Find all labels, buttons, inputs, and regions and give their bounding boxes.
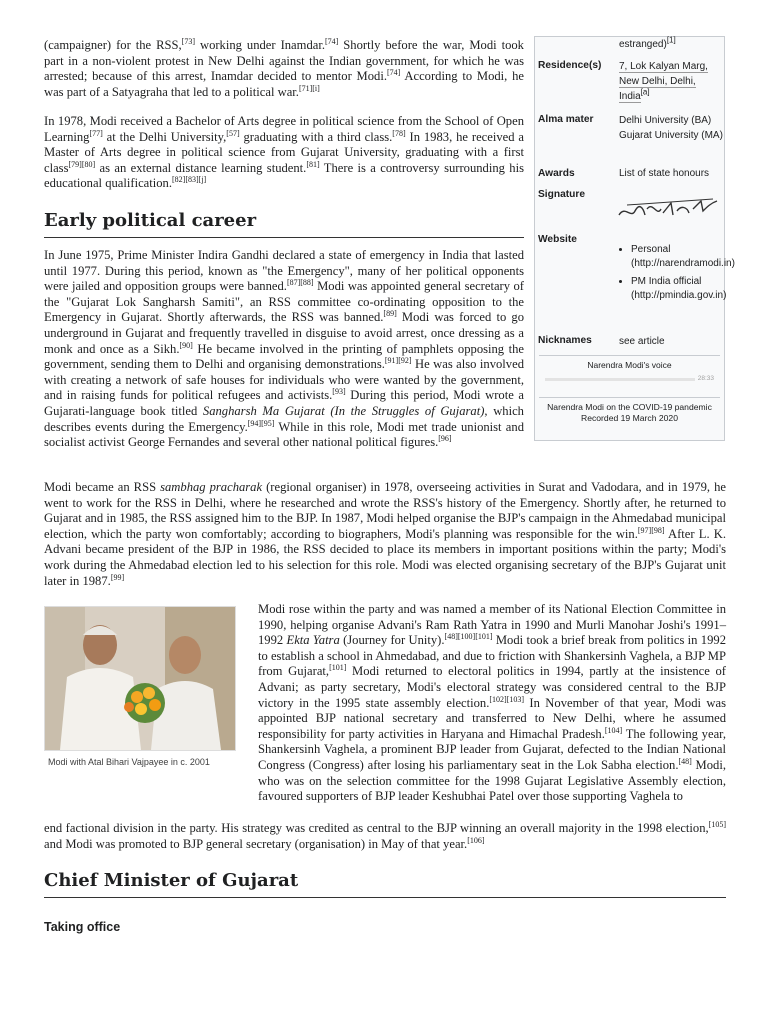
- text: , which describes events during the Emergency.: [44, 403, 524, 434]
- text: end factional division in the party. His strategy was credited as central to the BJP winning an overall majority in the 1998 election,: [44, 821, 709, 835]
- citation[interactable]: [48]: [678, 756, 692, 766]
- citation[interactable]: [1]: [666, 35, 676, 45]
- infobox-row-spouse: [535, 35, 724, 54]
- alma-mater-link-2[interactable]: Gujarat University (MA): [619, 130, 723, 141]
- audio-progress-bar[interactable]: [545, 378, 695, 381]
- text: In June 1975, Prime Minister Indira Gandhi declared a state of emergency in India that lasted until 1977. During this period, known as "the Emergency", many of her political opponents were jailed and opposition groups were banned.: [44, 248, 524, 294]
- residence-label: Residence(s): [538, 60, 602, 71]
- citation[interactable]: [57]: [226, 128, 240, 138]
- citation[interactable]: [74]: [386, 68, 401, 77]
- text: While in this role, Modi met trade unionist and socialist activist George Fernandes and several other national political figures.: [44, 419, 524, 450]
- text: (Journey for Unity).: [339, 633, 445, 648]
- term: sambhag pracharak: [160, 480, 263, 494]
- citation[interactable]: [94][95]: [247, 418, 275, 428]
- book-title: Sangharsh Ma Gujarat (In the Struggles of Gujarat): [202, 403, 485, 418]
- infobox-row-signature: [535, 187, 724, 229]
- signature-label: Signature: [538, 189, 585, 200]
- citation[interactable]: [101]: [329, 663, 347, 673]
- citation[interactable]: [99]: [110, 572, 125, 582]
- infobox-row-awards: [535, 167, 724, 183]
- infobox-row-alma-mater: [535, 111, 724, 161]
- figure-caption: Modi with Atal Bihari Vajpayee in c. 2001: [48, 757, 210, 767]
- subsection-heading-taking-office: Taking office: [44, 920, 121, 934]
- paragraph-emergency: [44, 248, 524, 451]
- text: The following year, Shankersinh Vaghela, a prominent BJP leader from Gujarat, defected to the Indian National Congress (Congress) after losing his parliamentary seat in the Lok Sabha election.: [258, 726, 726, 772]
- alma-mater-label: Alma mater: [538, 114, 594, 125]
- text: (regional organiser) in 1978, overseeing activities in Surat and Vadodara, and in 1979, he went to work for the RSS in Delhi, where he researched and wrote the RSS's history of the Emergency. Shortly after, he returned to Gujarat and in 1985, the RSS assigned him to the BJP. In 1987, Modi helped organise the BJP's campaign in the Ahmedabad municipal election, which the party won comfortably; according to biographers, Modi's planning was responsible for the win.: [44, 480, 726, 541]
- infobox: [534, 35, 735, 441]
- paragraph-education: [44, 114, 524, 192]
- citation[interactable]: [96]: [438, 433, 452, 443]
- text: Modi returned to electoral politics in 1994, partly at the insistence of Advani; as party secretary, Modi's electoral strategy was considered central to the BJP victory in the 1995 state assembly election.: [258, 664, 726, 710]
- photo-modi-vajpayee[interactable]: [44, 606, 236, 751]
- citation[interactable]: [74]: [324, 36, 339, 46]
- citation[interactable]: [106]: [467, 835, 485, 845]
- residence-link[interactable]: 7, Lok Kalyan Marg, New Delhi, Delhi, India: [619, 61, 708, 102]
- spouse-value-tail: estranged): [619, 39, 667, 50]
- infobox-row-nicknames: [535, 335, 724, 351]
- text: Modi rose within the party and was named a member of its National Election Committee in 1990, helping organise Advani's Ram Rath Yatra in 1990 and Murli Manohar Joshi's 1991–1992: [258, 602, 726, 648]
- audio-caption: [539, 397, 720, 424]
- text: working under Inamdar.: [195, 38, 325, 52]
- website-link-personal[interactable]: • Personal (http://narendramodi.in): [631, 243, 723, 271]
- text: There is a controversy surrounding his educational qualification.: [44, 160, 524, 191]
- paragraph-general-secretary: [44, 821, 726, 852]
- text: Shortly before the war, Modi took part in a non-violent protest in New Delhi against the Indian government, for which he was arrested; because of this arrest, Inamdar decided to mentor Modi.: [44, 38, 524, 84]
- citation[interactable]: [97][98]: [637, 525, 665, 535]
- audio-player: [539, 355, 720, 396]
- text: graduating with a third class.: [239, 129, 393, 144]
- infobox-row-residence: [535, 57, 724, 107]
- citation[interactable]: [87][88]: [286, 278, 314, 287]
- awards-label: Awards: [538, 168, 575, 179]
- text: During this period, Modi wrote a Gujarati-language book titled: [44, 388, 525, 418]
- citation[interactable]: [78]: [392, 128, 406, 138]
- website-link-pm-india[interactable]: • PM India official (http://pmindia.gov.in): [631, 275, 723, 303]
- section-heading-chief-minister: Chief Minister of Gujarat: [44, 870, 726, 898]
- text: Modi became an RSS: [44, 480, 161, 494]
- citation[interactable]: [48][100][101]: [444, 632, 493, 641]
- citation[interactable]: [79][80]: [68, 159, 96, 169]
- audio-caption-line-1: Narendra Modi on the COVID-19 pandemic: [547, 402, 712, 412]
- text: In 1983, he received a Master of Arts degree in political science from Gujarat University, graduating with a first class: [44, 129, 524, 175]
- nicknames-label: Nicknames: [538, 335, 592, 346]
- text: In 1978, Modi received a Bachelor of Arts degree in political science from the School of Open Learning: [44, 114, 524, 144]
- text: as an external distance learning student.: [95, 160, 307, 175]
- infobox-row-website: [535, 233, 735, 333]
- audio-title: Narendra Modi's voice: [587, 360, 672, 370]
- website-label: Website: [538, 234, 577, 245]
- paragraph-national-election-committee: [258, 602, 726, 805]
- awards-link[interactable]: List of state honours: [619, 168, 710, 179]
- audio-duration: 28:33: [697, 375, 714, 382]
- nicknames-link[interactable]: see article: [619, 336, 665, 347]
- text: In November of that year, Modi was appointed BJP national secretary and transferred to New Delhi, where he assumed responsibility for party activities in Haryana and Himachal Pradesh.: [258, 695, 727, 741]
- citation[interactable]: [104]: [604, 725, 623, 735]
- citation[interactable]: [93]: [332, 387, 346, 397]
- citation[interactable]: [91][92]: [384, 355, 412, 365]
- text: He became involved in the printing of pamphlets opposing the government, sending them to Delhi and organising demonstrations.: [44, 341, 525, 372]
- photo-illustration: [45, 607, 235, 750]
- term: Ekta Yatra: [286, 633, 340, 648]
- text: Modi took a brief break from politics in 1992 to establish a school in Ahmedabad, and due to friction with Shankersinh Vaghela, a BJP MP from Gujarat,: [258, 633, 726, 679]
- text: at the Delhi University,: [102, 129, 227, 144]
- citation[interactable]: [77]: [89, 128, 103, 138]
- citation[interactable]: [82][83][j]: [172, 175, 207, 185]
- citation[interactable]: [a]: [640, 87, 650, 97]
- text: Modi was forced to go underground in Gujarat and frequently travelled in disguise to avoid arrest, once dressing as a monk and once as a Sikh.: [44, 310, 525, 356]
- citation[interactable]: [71][i]: [298, 83, 320, 93]
- citation[interactable]: [105]: [708, 819, 726, 829]
- citation[interactable]: [89]: [383, 309, 397, 319]
- text: According to Modi, he was part of a Satyagraha that led to a political war.: [44, 69, 524, 99]
- audio-caption-line-2: Recorded 19 March 2020: [581, 413, 678, 423]
- text: and Modi was promoted to BJP general secretary (organisation) in May of that year.: [44, 836, 468, 851]
- text: Modi was appointed general secretary of the "Gujarat Lok Sangharsh Samiti", an RSS committee co-ordinating opposition to the Emergency in Gujarat. Shortly afterwards, the RSS was banned.: [44, 279, 524, 325]
- text: Modi, who was on the selection committee for the 1998 Gujarat Legislative Assembly election, favoured supporters of BJP leader Keshubhai Patel over those supporting Vaghela to: [258, 757, 726, 804]
- figure-modi-vajpayee: [44, 606, 236, 769]
- section-heading-early-political-career: Early political career: [44, 210, 524, 238]
- citation[interactable]: [102][103]: [489, 694, 525, 704]
- citation[interactable]: [81]: [306, 159, 320, 169]
- citation[interactable]: [90]: [179, 340, 193, 350]
- citation[interactable]: [73]: [181, 36, 195, 46]
- text: After L. K. Advani became president of the BJP in 1986, the RSS decided to place its members in important positions within the party; Modi's work during the Ahmedabad election led to his selection for this role. Modi was elected organising secretary of the BJP's Gujarat unit later in 1987.: [44, 526, 726, 588]
- text: (campaigner) for the RSS,: [44, 38, 182, 52]
- paragraph-campaigner: [44, 38, 524, 100]
- signature-image: [617, 187, 721, 227]
- text: He was also involved with creating a network of safe houses for individuals who were wanted by the government, and in raising funds for political refugees and activists.: [44, 357, 524, 403]
- alma-mater-link-1[interactable]: Delhi University (BA): [619, 115, 712, 126]
- paragraph-sambhag-pracharak: [44, 480, 726, 589]
